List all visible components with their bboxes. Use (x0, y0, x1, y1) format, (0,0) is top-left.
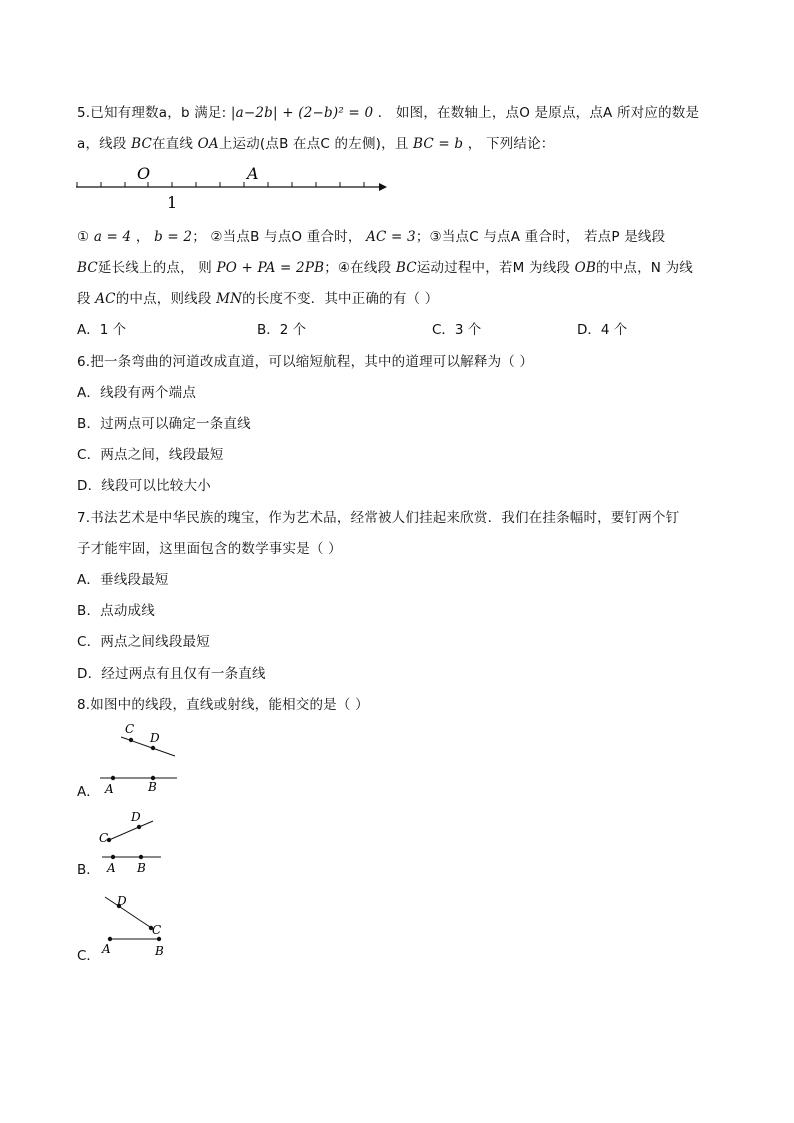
q5-line-4 (77, 258, 693, 278)
q5-text: 上运动(点B 在点C 的左侧)，且 (218, 136, 409, 152)
q5-text: 在直线 (151, 136, 194, 152)
label-c: C (99, 831, 109, 845)
label-b: B (137, 861, 146, 875)
q5-text: ；③当点C 与点A 重合时， 若点P 是线段 (415, 229, 666, 245)
label-a: A (247, 164, 259, 183)
math-bc: BC (77, 260, 98, 276)
q8-option-c[interactable]: C． (77, 948, 100, 964)
q6-option-a[interactable]: A．线段有两个端点 (77, 385, 197, 401)
q5-text: ， 下列结论： (467, 136, 555, 152)
q5-text: 段 (77, 291, 91, 307)
q6-stem: 6.把一条弯曲的河道改成直道，可以缩短航程，其中的道理可以解释为（ ） (77, 354, 534, 370)
q5-option-b[interactable]: B．2 个 (257, 322, 307, 338)
q5-text: 的中点，N 为线 (595, 260, 693, 276)
q5-option-c[interactable]: C．3 个 (432, 322, 482, 338)
q5-text: ；④在线段 (324, 260, 392, 276)
q5-text: ． 如图，在数轴上，点O 是原点，点A 所对应的数是 (377, 105, 700, 121)
q8-figure-a (95, 718, 185, 798)
math-bc: BC (131, 136, 152, 152)
q5-text: 5.已知有理数a，b 满足: (77, 105, 227, 121)
q6-option-d[interactable]: D．线段可以比较大小 (77, 478, 211, 494)
q7-stem-1: 7.书法艺术是中华民族的瑰宝，作为艺术品，经常被人们挂起来欣赏．我们在挂条幅时，要钉两个钉 (77, 510, 680, 526)
q5-text: 延长线上的点， 则 (97, 260, 212, 276)
q5-line-5 (77, 289, 438, 309)
q7-option-b[interactable]: B．点动成线 (77, 603, 155, 619)
q6-option-b[interactable]: B．过两点可以确定一条直线 (77, 416, 251, 432)
math-ac: AC (95, 291, 116, 307)
q5-equation: |a−2b| + (2−b)² = 0 (230, 105, 374, 121)
q8-option-b[interactable]: B． (77, 862, 100, 878)
q8-option-a[interactable]: A． (77, 784, 100, 800)
number-line (75, 160, 395, 210)
q5-text: a，线段 (77, 136, 127, 152)
label-d: D (150, 731, 160, 745)
label-b: B (148, 780, 157, 794)
math-mn: MN (216, 291, 243, 307)
label-d: D (117, 894, 127, 908)
q5-text: 运动过程中，若M 为线段 (416, 260, 571, 276)
label-a: A (107, 861, 116, 875)
q5-line-1 (77, 103, 699, 123)
q6-option-c[interactable]: C．两点之间，线段最短 (77, 447, 224, 463)
math-ac3: AC = 3 (366, 229, 416, 245)
q5-line-3 (77, 227, 665, 247)
q8-stem: 8.如图中的线段，直线或射线，能相交的是（ ） (77, 697, 369, 713)
math-bc-eq-b: BC = b (413, 136, 464, 152)
label-one: 1 (167, 193, 178, 212)
q5-text: 的中点，则线段 (115, 291, 212, 307)
label-c: C (125, 722, 135, 736)
q5-option-a[interactable]: A．1 个 (77, 322, 127, 338)
q5-option-d[interactable]: D．4 个 (577, 322, 628, 338)
q7-option-c[interactable]: C．两点之间线段最短 (77, 634, 210, 650)
math-po-pa: PO + PA = 2PB (216, 260, 325, 276)
math-b2: b = 2 (154, 229, 193, 245)
q5-line-2 (77, 134, 554, 154)
q8-figure-c (95, 888, 185, 963)
q8-figure-b (95, 808, 185, 878)
q5-text: ， (135, 229, 150, 245)
q7-option-a[interactable]: A．垂线段最短 (77, 572, 169, 588)
q7-stem-2: 子才能牢固，这里面包含的数学事实是（ ） (77, 541, 342, 557)
math-oa: OA (197, 136, 219, 152)
q5-text: 的长度不变．其中正确的有（ ） (242, 291, 439, 307)
label-o: O (137, 164, 151, 183)
math-a4: a = 4 (93, 229, 132, 245)
q5-text: ① (77, 229, 90, 245)
label-c: C (152, 923, 162, 937)
q7-option-d[interactable]: D．经过两点有且仅有一条直线 (77, 666, 266, 682)
label-a: A (105, 782, 114, 796)
q5-text: ； ②当点B 与点O 重合时， (192, 229, 362, 245)
math-bc: BC (395, 260, 417, 276)
math-ob: OB (574, 260, 596, 276)
label-d: D (131, 810, 141, 824)
label-a: A (102, 942, 111, 956)
label-b: B (155, 944, 164, 958)
